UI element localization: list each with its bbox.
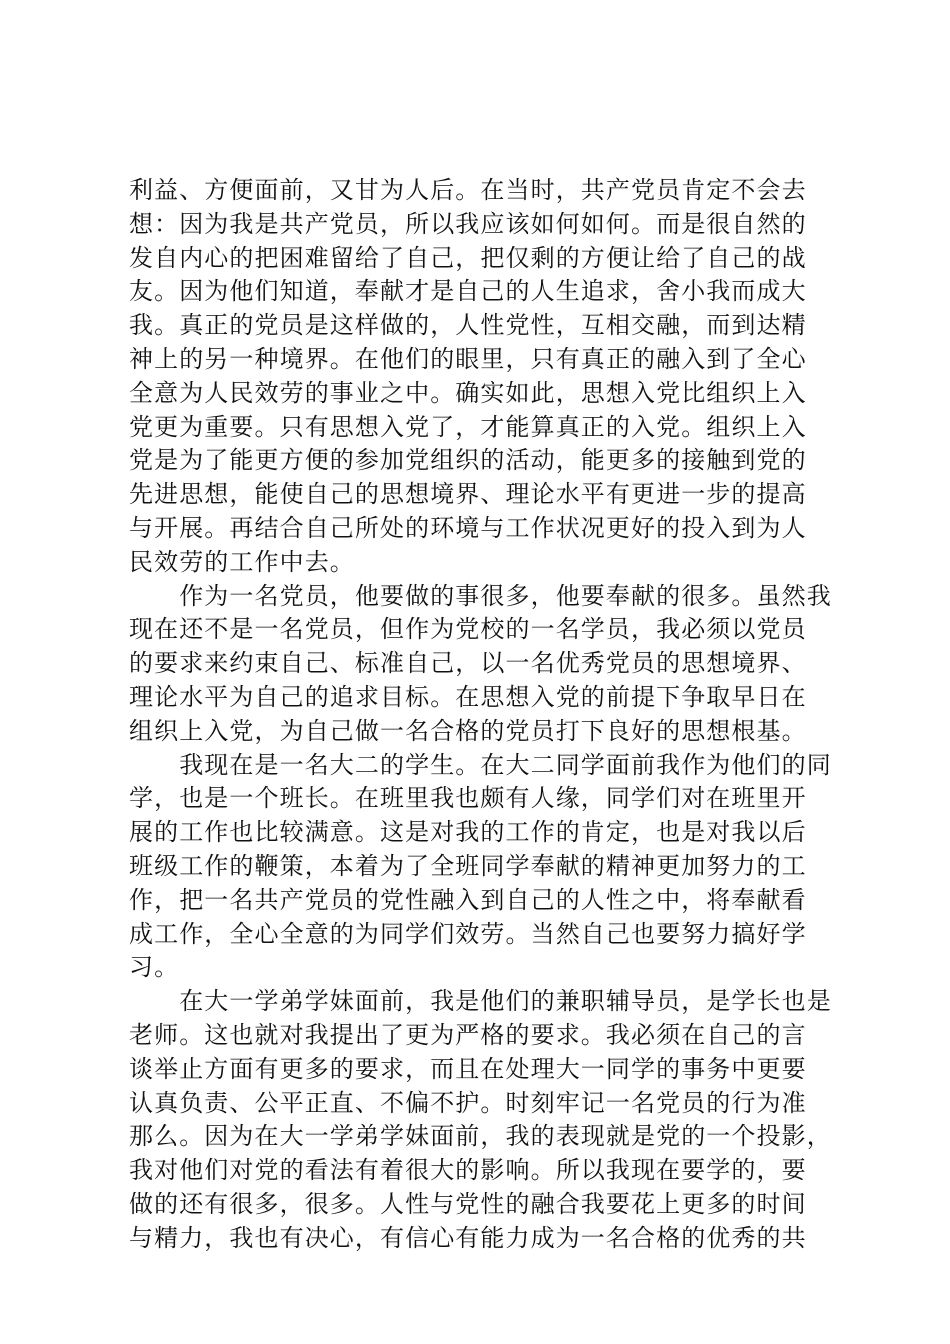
text-line: 我现在是一名大二的学生。在大二同学面前我作为他们的同 xyxy=(129,750,832,779)
text-line: 谈举止方面有更多的要求，而且在处理大一同学的事务中更要 xyxy=(129,1054,807,1083)
text-line: 班级工作的鞭策，本着为了全班同学奉献的精神更加努力的工 xyxy=(129,851,807,880)
text-line: 成工作，全心全意的为同学们效劳。当然自己也要努力搞好学 xyxy=(129,919,807,948)
text-line: 我对他们对党的看法有着很大的影响。所以我现在要学的，要 xyxy=(129,1156,807,1185)
text-line: 老师。这也就对我提出了更为严格的要求。我必须在自己的言 xyxy=(129,1020,807,1049)
text-line: 作为一名党员，他要做的事很多，他要奉献的很多。虽然我 xyxy=(129,581,832,610)
text-line: 神上的另一种境界。在他们的眼里，只有真正的融入到了全心 xyxy=(129,344,807,373)
text-line: 做的还有很多，很多。人性与党性的融合我要花上更多的时间 xyxy=(129,1189,807,1218)
text-line: 那么。因为在大一学弟学妹面前，我的表现就是党的一个投影， xyxy=(129,1122,832,1151)
text-line: 作，把一名共产党员的党性融入到自己的人性之中，将奉献看 xyxy=(129,885,807,914)
text-line: 利益、方便面前，又甘为人后。在当时，共产党员肯定不会去 xyxy=(129,176,807,204)
text-line: 民效劳的工作中去。 xyxy=(129,547,355,576)
text-line: 全意为人民效劳的事业之中。确实如此，思想入党比组织上入 xyxy=(129,378,807,407)
text-line: 党更为重要。只有思想入党了，才能算真正的入党。组织上入 xyxy=(129,412,807,441)
body-text xyxy=(129,174,832,1256)
text-line: 与开展。再结合自己所处的环境与工作状况更好的投入到为人 xyxy=(129,513,807,542)
text-line: 习。 xyxy=(129,953,180,982)
text-line: 学，也是一个班长。在班里我也颇有人缘，同学们对在班里开 xyxy=(129,784,807,813)
text-line: 组织上入党，为自己做一名合格的党员打下良好的思想根基。 xyxy=(129,716,807,745)
text-line: 现在还不是一名党员，但作为党校的一名学员，我必须以党员 xyxy=(129,615,807,644)
text-line: 我。真正的党员是这样做的，人性党性，互相交融，而到达精 xyxy=(129,311,807,340)
text-line: 在大一学弟学妹面前，我是他们的兼职辅导员，是学长也是 xyxy=(129,987,832,1016)
text-line: 党是为了能更方便的参加党组织的活动，能更多的接触到党的 xyxy=(129,446,807,475)
text-line: 展的工作也比较满意。这是对我的工作的肯定，也是对我以后 xyxy=(129,818,807,847)
text-line: 发自内心的把困难留给了自己，把仅剩的方便让给了自己的战 xyxy=(129,243,807,272)
text-line: 想：因为我是共产党员，所以我应该如何如何。而是很自然的 xyxy=(129,209,807,238)
text-line: 理论水平为自己的追求目标。在思想入党的前提下争取早日在 xyxy=(129,682,807,711)
text-line: 与精力，我也有决心，有信心有能力成为一名合格的优秀的共 xyxy=(129,1223,807,1252)
text-line: 认真负责、公平正直、不偏不护。时刻牢记一名党员的行为准 xyxy=(129,1088,807,1117)
text-line: 的要求来约束自己、标准自己，以一名优秀党员的思想境界、 xyxy=(129,649,807,678)
text-line: 先进思想，能使自己的思想境界、理论水平有更进一步的提高 xyxy=(129,480,807,509)
text-line: 友。因为他们知道，奉献才是自己的人生追求，舍小我而成大 xyxy=(129,277,807,306)
